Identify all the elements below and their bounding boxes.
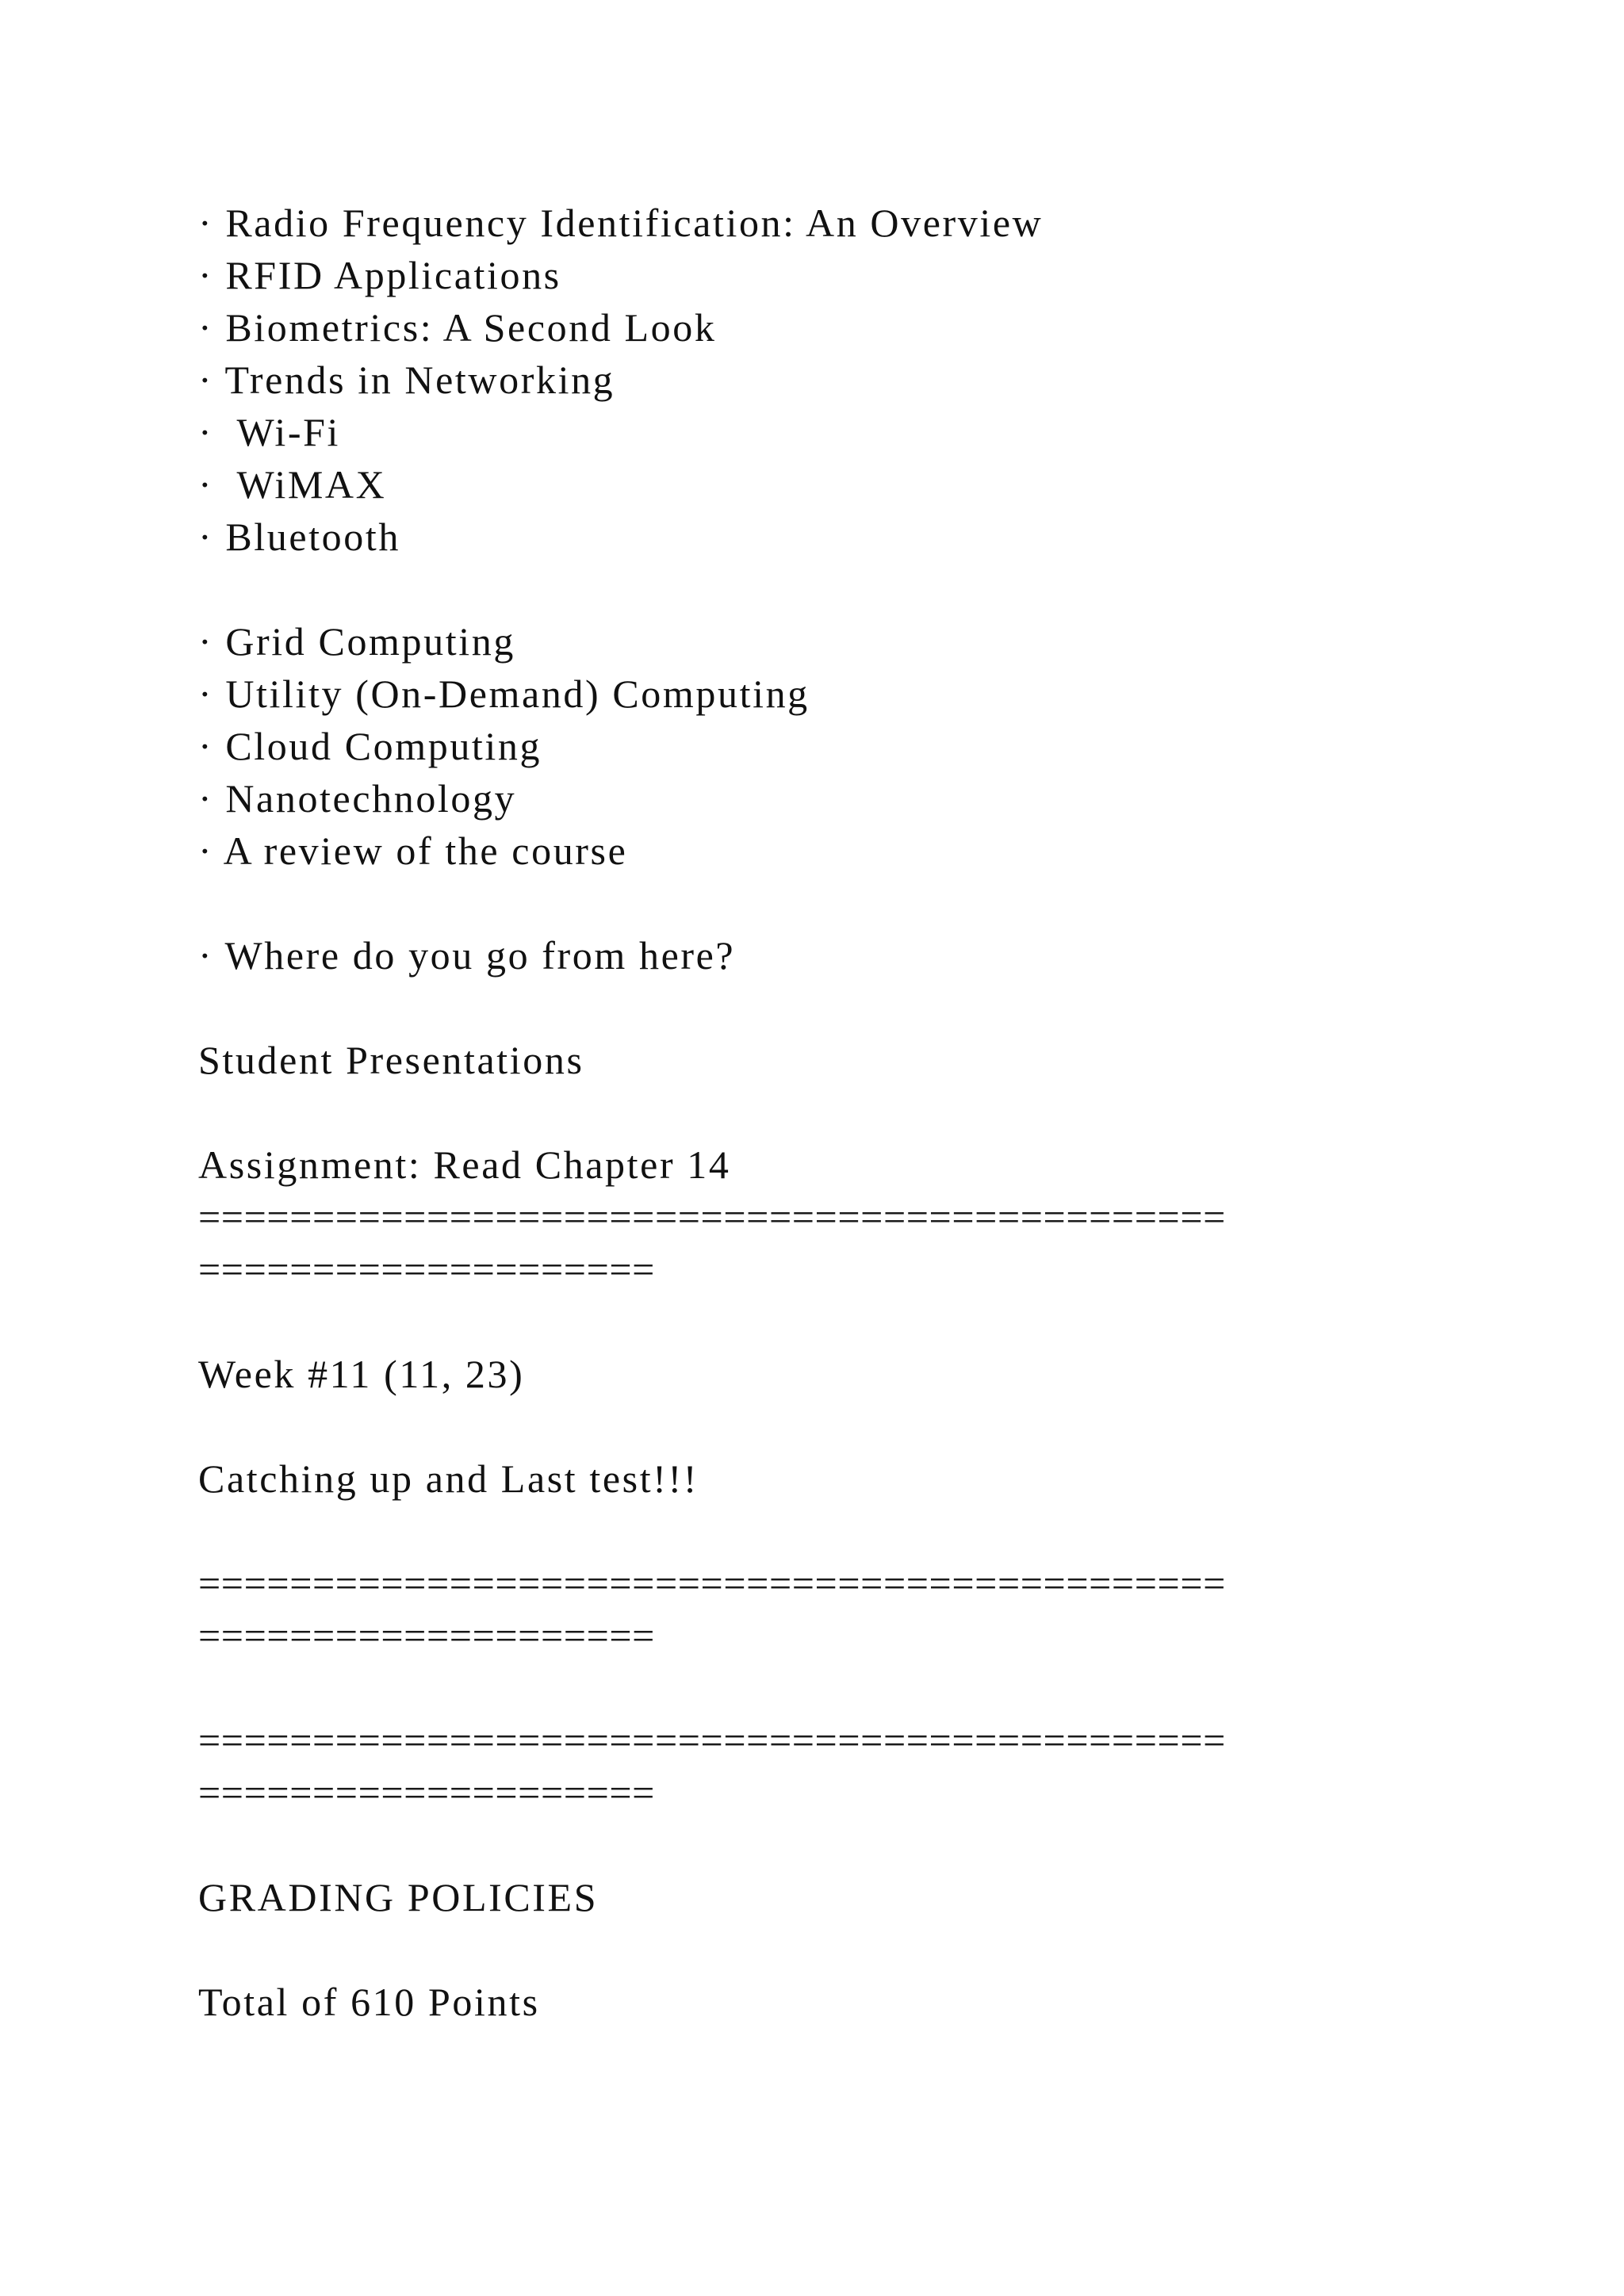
topic-item-wifi: · Wi-Fi (198, 410, 340, 454)
topic-item-grid-computing: · Grid Computing (198, 619, 515, 664)
topic-item-bluetooth: · Bluetooth (198, 515, 400, 559)
topic-item-wimax: · WiMAX (198, 462, 387, 507)
topic-item-course-review: · A review of the course (198, 828, 628, 873)
topic-item-where-from-here: · Where do you go from here? (198, 933, 736, 978)
topic-item-utility-computing: · Utility (On-Demand) Computing (198, 672, 810, 716)
separator-rule-short: ==================== (198, 1770, 655, 1815)
separator-rule-short: ==================== (198, 1613, 655, 1658)
week-11-text: Catching up and Last test!!! (198, 1456, 699, 1501)
topic-item-rfid-overview: · Radio Frequency Identification: An Overview (198, 201, 1044, 245)
week-11-heading: Week #11 (11, 23) (198, 1352, 525, 1396)
topic-item-networking-trends: · Trends in Networking (198, 358, 615, 402)
topic-item-nanotechnology: · Nanotechnology (198, 776, 517, 821)
topic-item-biometrics: · Biometrics: A Second Look (198, 305, 717, 350)
separator-rule-short: ==================== (198, 1247, 655, 1292)
assignment-text: Assignment: Read Chapter 14 (198, 1142, 731, 1187)
grading-total-text: Total of 610 Points (198, 1980, 540, 2024)
separator-rule-long: ============================================= (198, 1195, 1226, 1239)
separator-rule-long: ============================================= (198, 1561, 1226, 1605)
separator-rule-long: ============================================= (198, 1718, 1226, 1762)
grading-policies-heading: GRADING POLICIES (198, 1875, 599, 1919)
topic-item-cloud-computing: · Cloud Computing (198, 724, 542, 768)
topic-item-rfid-applications: · RFID Applications (198, 253, 561, 297)
student-presentations-text: Student Presentations (198, 1038, 584, 1082)
